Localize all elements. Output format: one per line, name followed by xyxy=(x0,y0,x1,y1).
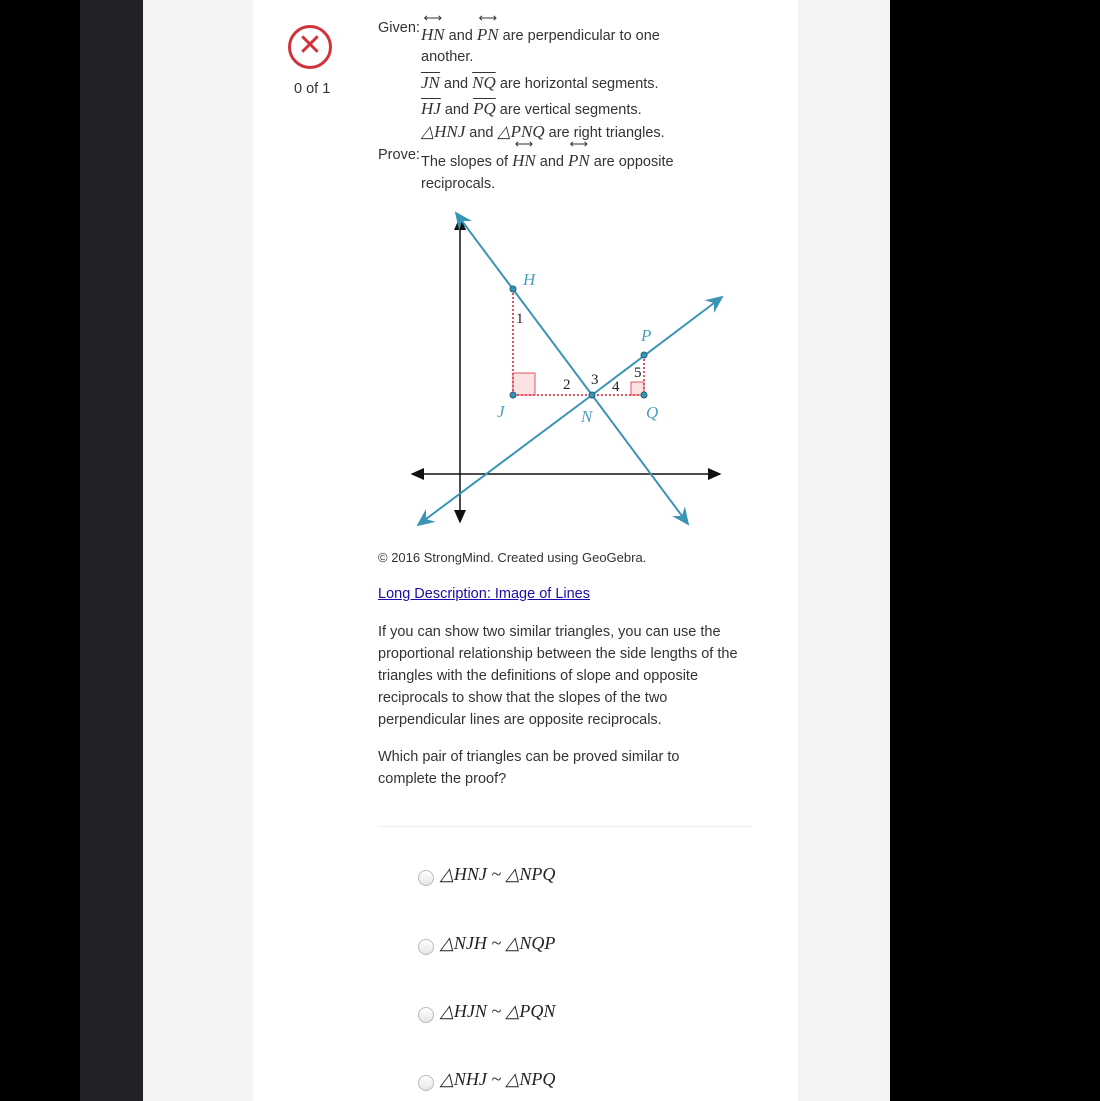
image-caption: © 2016 StrongMind. Created using GeoGebra. xyxy=(378,550,647,565)
triangle-hnj: △HNJ xyxy=(421,122,466,141)
given-line-1b: another. xyxy=(421,49,474,65)
angle-4: 4 xyxy=(612,379,620,395)
and-text: and xyxy=(443,76,469,92)
radio-button[interactable] xyxy=(418,1007,434,1023)
angle-1: 1 xyxy=(516,311,524,327)
segment-hj: $\overline{HJ}$ xyxy=(421,99,441,118)
triangle-pnq: △PNQ xyxy=(497,122,545,141)
incorrect-x-icon: ✕ xyxy=(288,25,332,69)
line-hn: ⟷ HN xyxy=(512,150,536,172)
option-label: △NHJ ~ △NPQ xyxy=(440,1068,556,1089)
label-p: P xyxy=(641,326,652,345)
answer-option-2[interactable] xyxy=(418,931,555,955)
long-description-link[interactable]: Long Description: Image of Lines xyxy=(378,586,590,602)
given-text: are horizontal segments. xyxy=(499,76,659,92)
angle-5: 5 xyxy=(634,365,642,381)
score-text: 0 of 1 xyxy=(294,81,331,97)
and-text: and xyxy=(539,154,564,170)
point-h xyxy=(510,286,516,292)
line-pn: ⟷ PN xyxy=(568,150,590,172)
and-text: and xyxy=(448,28,473,44)
radio-button[interactable] xyxy=(418,939,434,955)
question-text: Which pair of triangles can be proved similar to complete the proof? xyxy=(378,749,680,787)
point-n xyxy=(589,392,595,398)
and-text: and xyxy=(444,102,470,118)
label-h: H xyxy=(523,270,536,289)
answer-option-3[interactable] xyxy=(418,999,555,1023)
label-j: J xyxy=(497,402,505,421)
prove-text: The slopes of xyxy=(421,154,509,170)
segment-pq: $\overline{PQ}$ xyxy=(473,99,496,118)
line-hn xyxy=(456,213,688,524)
given-text: are perpendicular to one xyxy=(502,28,660,44)
prove-text: are opposite xyxy=(593,154,674,170)
label-q: Q xyxy=(646,403,659,422)
prove-label: Prove: xyxy=(378,147,420,163)
angle-2: 2 xyxy=(563,377,571,393)
point-q xyxy=(641,392,647,398)
line-pn: ⟷ PN xyxy=(477,24,499,46)
answer-option-4[interactable] xyxy=(418,1067,555,1091)
option-label: △NJH ~ △NQP xyxy=(440,932,556,953)
and-text: and xyxy=(469,125,494,141)
answer-option-1[interactable] xyxy=(418,862,555,886)
segment-nq: $\overline{NQ}$ xyxy=(472,73,496,92)
line-hn: ⟷ HN xyxy=(421,24,445,46)
line-pn xyxy=(418,297,722,525)
divider xyxy=(378,826,752,827)
angle-3: 3 xyxy=(591,372,599,388)
given-label: Given: xyxy=(378,20,420,36)
right-angle-j xyxy=(513,373,535,395)
segment-jn: $\overline{JN}$ xyxy=(421,73,440,92)
radio-button[interactable] xyxy=(418,1075,434,1091)
point-j xyxy=(510,392,516,398)
radio-button[interactable] xyxy=(418,870,434,886)
point-p xyxy=(641,352,647,358)
option-label: △HNJ ~ △NPQ xyxy=(440,863,556,884)
given-text: are vertical segments. xyxy=(499,102,642,118)
label-n: N xyxy=(581,407,593,426)
option-label: △HJN ~ △PQN xyxy=(440,1000,556,1021)
prove-line-2: reciprocals. xyxy=(421,176,496,192)
given-text: are right triangles. xyxy=(548,125,665,141)
explanation-paragraph: If you can show two similar triangles, you can use the proportional relationship between the side lengths of the triangles with the definitions of slope and opposite reciprocals to show that the slopes of the two perpendicular lines are opposite reciprocals. xyxy=(378,624,738,728)
